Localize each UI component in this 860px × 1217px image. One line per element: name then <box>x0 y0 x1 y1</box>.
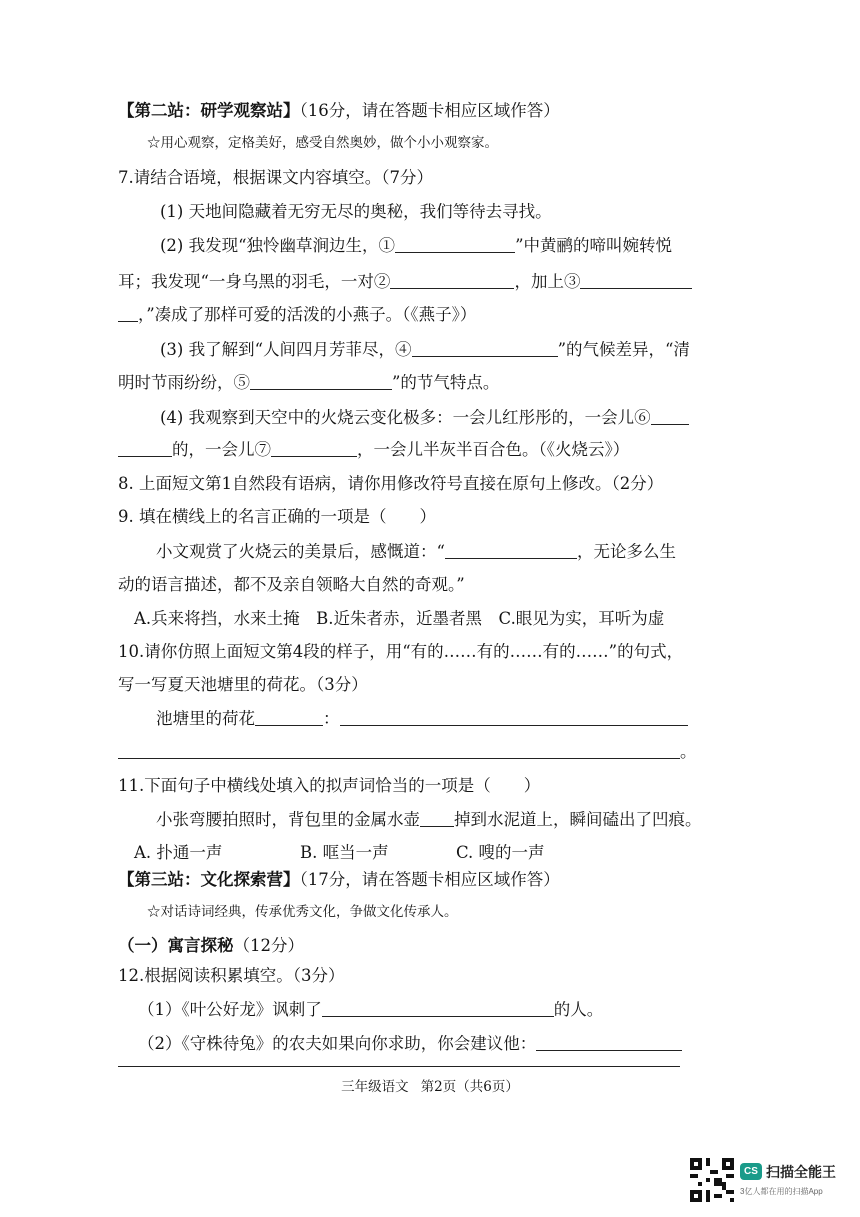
q9-answer-blank[interactable] <box>445 542 577 559</box>
q11-option-c: C. 嗖的一声 <box>456 843 545 862</box>
q12-answer-line[interactable] <box>118 1066 680 1067</box>
footer-page-number: 第2页（共6页） <box>420 1079 519 1095</box>
answer-blank-6[interactable] <box>651 408 689 425</box>
q7-part3-text-b: ”的气候差异，“清 <box>557 340 690 359</box>
q7-part3-text-c: 明时节雨纷纷，⑤ <box>118 373 250 392</box>
station2-title: 【第二站：研学观察站】 <box>118 101 300 120</box>
q10-answer-line1 <box>156 707 688 731</box>
q10-end: 。 <box>680 742 697 761</box>
station3-header <box>118 868 560 892</box>
q7-part2-line3 <box>118 303 476 327</box>
q12-blank-2[interactable] <box>536 1034 682 1051</box>
cs-logo-icon: CS <box>740 1163 762 1180</box>
q9-stem: 9. 填在横线上的名言正确的一项是（ ） <box>118 507 436 526</box>
q11-sentence <box>156 808 702 832</box>
q7-part4-line1 <box>160 406 689 430</box>
q10-blank-line2[interactable] <box>118 742 680 759</box>
q9-text-b: ，无论多么生 <box>576 542 676 561</box>
footer-subject: 三年级语文 <box>341 1079 409 1095</box>
q7-part3-text-d: ”的节气特点。 <box>392 373 500 392</box>
q9-text-a: 小文观赏了火烧云的美景后，感慨道：“ <box>156 542 445 561</box>
q11-text-b: 掉到水泥道上，瞬间磕出了凹痕。 <box>454 810 702 829</box>
answer-blank-5[interactable] <box>250 373 392 390</box>
q10-stem-line1: 10.请你仿照上面短文第4段的样子，用“有的……有的……有的……”的句式， <box>118 642 684 661</box>
q12-part2-text: （2）《守株待兔》的农夫如果向你求助，你会建议他： <box>138 1034 537 1053</box>
q12-part1 <box>138 998 603 1022</box>
station3-title: 【第三站：文化探索营】 <box>118 870 300 889</box>
answer-blank-6-cont[interactable] <box>118 440 172 457</box>
answer-blank-3-cont[interactable] <box>118 305 138 322</box>
section1-header <box>118 934 304 958</box>
q7-part3-line2 <box>118 371 499 395</box>
q11-blank[interactable] <box>420 810 454 827</box>
answer-blank-4[interactable] <box>412 340 558 357</box>
q8-text: 8. 上面短文第1自然段有语病，请你用修改符号直接在原句上修改。（2分） <box>118 474 664 493</box>
answer-blank-3[interactable] <box>580 272 692 289</box>
station2-motto: ☆用心观察，定格美好，感受自然奥妙，做个小小观察家。 <box>147 135 498 151</box>
q7-part2-line1 <box>160 234 672 258</box>
q10-stem-line2: 写一写夏天池塘里的荷花。（3分） <box>118 675 368 694</box>
q7-part4-text-a: (4) 我观察到天空中的火烧云变化极多：一会儿红彤彤的，一会儿⑥ <box>160 408 651 427</box>
station2-header <box>118 99 560 123</box>
page-footer <box>0 1075 860 1095</box>
q12-part1-text-a: （1）《叶公好龙》讽刺了 <box>138 1000 322 1019</box>
q9-line2: 动的语言描述，都不及亲自领略大自然的奇观。” <box>118 575 465 594</box>
q9-line1 <box>156 540 676 564</box>
q10-blank-long[interactable] <box>340 709 688 726</box>
q11-option-b: B. 哐当一声 <box>300 843 389 862</box>
q7-part2-text-c: 耳；我发现“一身乌黑的羽毛，一对② <box>118 272 391 291</box>
scanner-app-name: 扫描全能王 <box>766 1164 836 1180</box>
q7-part4-line2 <box>118 438 629 462</box>
q7-stem: 7.请结合语境，根据课文内容填空。（7分） <box>118 168 433 187</box>
answer-blank-2[interactable] <box>390 272 514 289</box>
q12-stem: 12.根据阅读积累填空。（3分） <box>118 966 345 985</box>
q12-part2 <box>138 1032 682 1056</box>
q7-part2-text-d: ，加上③ <box>514 272 581 291</box>
q11-option-a: A. 扑通一声 <box>134 843 223 862</box>
q7-part2-text-a: (2) 我发现“独怜幽草涧边生，① <box>160 236 396 255</box>
scanner-slogan: 3亿人都在用的扫描App <box>740 1187 823 1196</box>
q7-part2-line2 <box>118 270 692 294</box>
q7-part4-text-b: 的，一会儿⑦ <box>172 440 271 459</box>
q7-part2-text-b: ”中黄鹂的啼叫婉转悦 <box>515 236 672 255</box>
station3-note: （17分，请在答题卡相应区域作答） <box>299 870 560 889</box>
q9-options: A.兵来将挡，水来土掩 B.近朱者赤，近墨者黑 C.眼见为实，耳听为虚 <box>134 609 665 628</box>
q7-part3-text-a: (3) 我了解到“人间四月芳菲尽，④ <box>160 340 412 359</box>
q7-part3-line1 <box>160 338 690 362</box>
q12-blank-1[interactable] <box>322 1000 554 1017</box>
answer-blank-7[interactable] <box>271 440 357 457</box>
q12-part1-text-b: 的人。 <box>553 1000 604 1019</box>
q7-part2-text-e: ，”凑成了那样可爱的活泼的小燕子。（《燕子》） <box>138 305 477 324</box>
q11-text-a: 小张弯腰拍照时，背包里的金属水壶 <box>156 810 420 829</box>
qr-code-icon <box>690 1158 734 1202</box>
q7-part4-text-c: ，一会儿半灰半百合色。（《火烧云》） <box>357 440 630 459</box>
station2-note: （16分，请在答题卡相应区域作答） <box>299 101 560 120</box>
answer-blank-1[interactable] <box>395 236 515 253</box>
q10-blank-short[interactable] <box>255 709 323 726</box>
q7-part1: (1) 天地间隐藏着无穷无尽的奥秘，我们等待去寻找。 <box>160 202 552 221</box>
scanner-watermark <box>690 1158 850 1208</box>
q10-colon: ： <box>323 709 340 728</box>
q10-answer-line2 <box>118 740 697 764</box>
section1-score: （12分） <box>233 936 304 955</box>
section1-title: （一）寓言探秘 <box>118 936 234 955</box>
q10-lead: 池塘里的荷花 <box>156 709 255 728</box>
q11-stem: 11.下面句子中横线处填入的拟声词恰当的一项是（ ） <box>118 776 541 795</box>
station3-motto: ☆对话诗词经典，传承优秀文化，争做文化传承人。 <box>147 904 458 920</box>
